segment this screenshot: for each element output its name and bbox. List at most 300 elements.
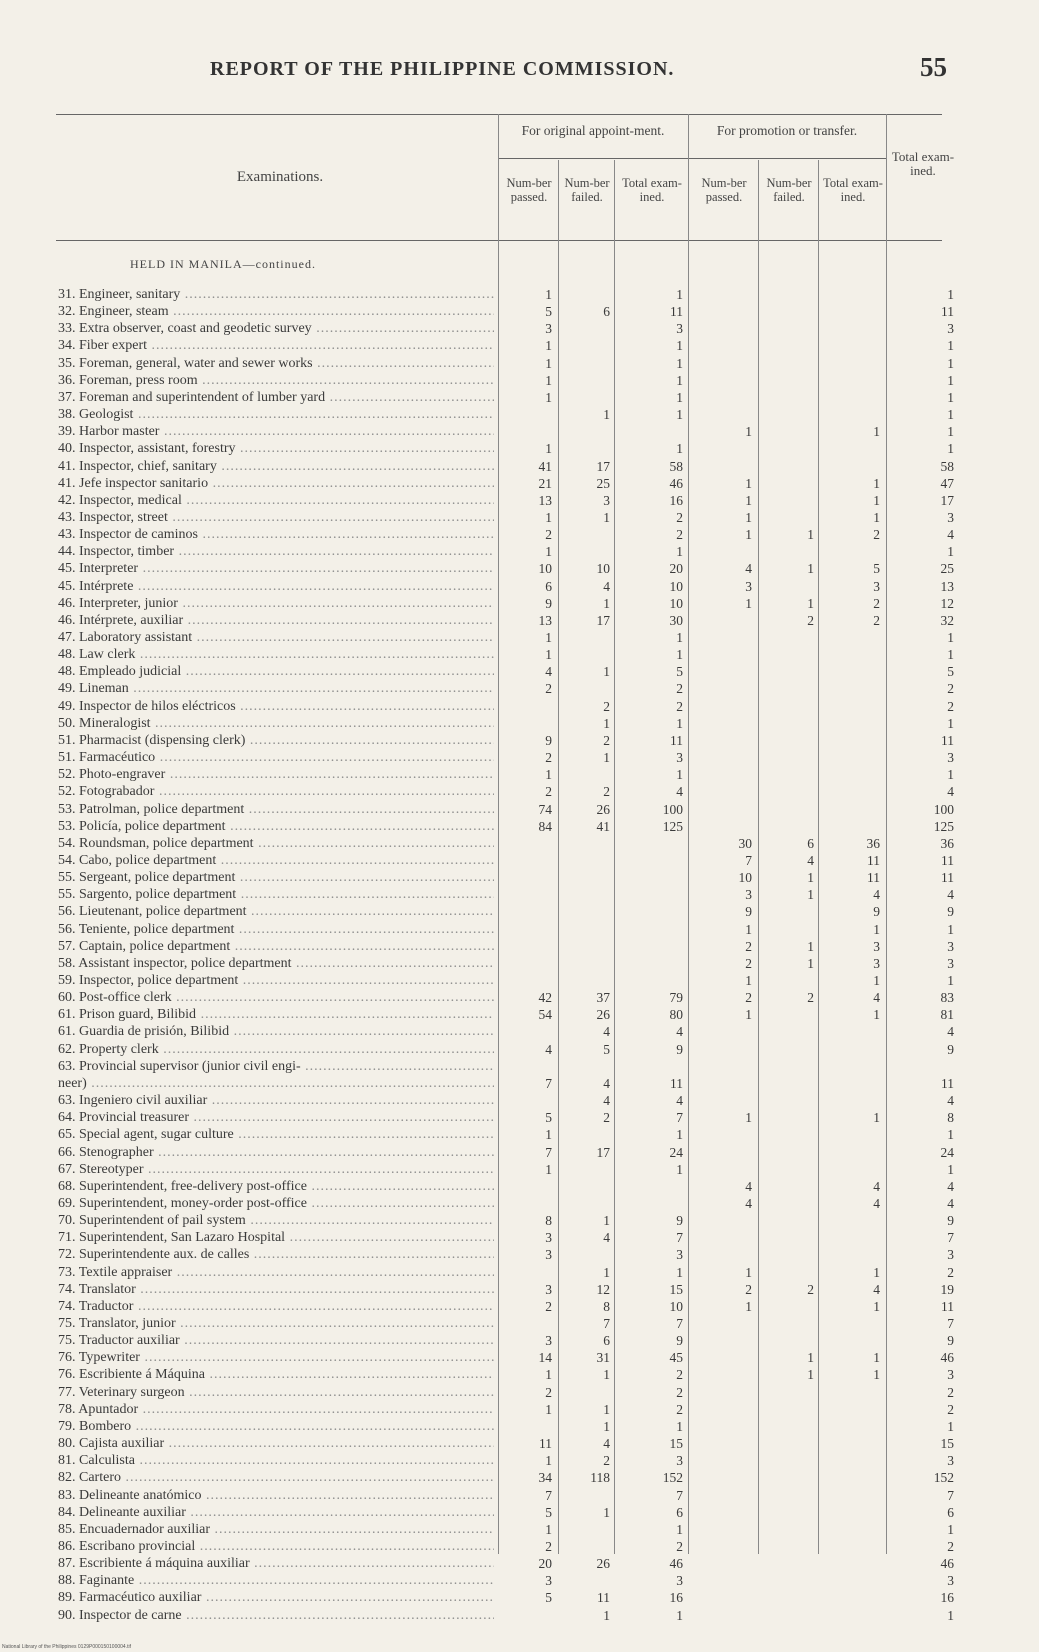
cell-tot: 3 xyxy=(947,509,954,525)
cell-ot: 2 xyxy=(676,698,683,714)
running-title: REPORT OF THE PHILIPPINE COMMISSION. xyxy=(210,58,675,80)
table-row xyxy=(0,595,1039,612)
cell-op: 84 xyxy=(538,818,552,834)
header-orig-passed: Num-ber passed. xyxy=(506,176,552,204)
table-row xyxy=(0,406,1039,423)
cell-of: 31 xyxy=(596,1350,610,1366)
cell-pt: 1 xyxy=(873,973,880,988)
table-row xyxy=(0,732,1039,749)
cell-pt: 3 xyxy=(873,938,880,954)
cell-of: 17 xyxy=(596,458,610,474)
cell-ot: 1 xyxy=(676,767,683,783)
cell-tot: 6 xyxy=(947,1504,954,1520)
cell-ot: 9 xyxy=(676,1041,683,1057)
table-row xyxy=(0,337,1039,354)
cell-of: 6 xyxy=(603,1333,610,1349)
cell-tot: 25 xyxy=(940,561,954,577)
cell-op: 2 xyxy=(545,784,552,800)
header-promotion-group: For promotion or transfer. xyxy=(716,123,858,138)
cell-pt: 3 xyxy=(873,578,880,594)
row-label: 58. Assistant inspector, police department ..... xyxy=(58,955,494,972)
cell-op: 4 xyxy=(545,664,552,680)
cell-of: 2 xyxy=(603,1453,610,1469)
table-row xyxy=(0,1264,1039,1281)
cell-tot: 4 xyxy=(947,887,954,903)
row-label: neer) ..... xyxy=(58,1075,494,1092)
cell-pt: 2 xyxy=(873,612,880,628)
cell-of: 1 xyxy=(603,1213,610,1229)
table-row xyxy=(0,1178,1039,1195)
row-label: 80. Cajista auxiliar ..... xyxy=(58,1435,494,1452)
cell-pp: 1 xyxy=(745,595,752,611)
table-row xyxy=(0,1195,1039,1212)
cell-of: 4 xyxy=(603,1436,610,1452)
cell-op: 1 xyxy=(545,1367,552,1383)
cell-pt: 4 xyxy=(873,1195,880,1211)
table-row xyxy=(0,921,1039,938)
header-grand-total: Total exam-ined. xyxy=(891,149,955,178)
table-row xyxy=(0,1144,1039,1161)
row-label: 75. Translator, junior ..... xyxy=(58,1315,494,1332)
cell-pt: 11 xyxy=(867,870,880,886)
row-label: 75. Traductor auxiliar ..... xyxy=(58,1332,494,1349)
cell-op: 54 xyxy=(538,1007,552,1023)
row-label: 73. Textile appraiser ..... xyxy=(58,1264,494,1281)
cell-ot: 3 xyxy=(676,1247,683,1263)
cell-ot: 152 xyxy=(662,1470,683,1486)
row-label: 69. Superintendent, money-order post-office ..... xyxy=(58,1195,494,1212)
cell-ot: 125 xyxy=(662,818,683,834)
cell-ot: 2 xyxy=(676,1538,683,1554)
table-row xyxy=(0,526,1039,543)
cell-op: 14 xyxy=(538,1350,552,1366)
table-row xyxy=(0,1366,1039,1383)
cell-op: 3 xyxy=(545,321,552,337)
cell-pp: 2 xyxy=(745,1281,752,1297)
row-label: 51. Pharmacist (dispensing clerk) ..... xyxy=(58,732,494,749)
table-row xyxy=(0,835,1039,852)
cell-tot: 4 xyxy=(947,1024,954,1040)
cell-op: 2 xyxy=(545,1538,552,1554)
row-label: 36. Foreman, press room ..... xyxy=(58,372,494,389)
row-label: 47. Laboratory assistant ..... xyxy=(58,629,494,646)
row-label: 45. Interpreter ..... xyxy=(58,560,494,577)
cell-of: 4 xyxy=(603,1024,610,1040)
cell-pf: 1 xyxy=(807,870,814,886)
cell-op: 7 xyxy=(545,1144,552,1160)
cell-of: 2 xyxy=(603,784,610,800)
row-label: 70. Superintendent of pail system ..... xyxy=(58,1212,494,1229)
row-label: 48. Empleado judicial ..... xyxy=(58,663,494,680)
row-label: 37. Foreman and superintendent of lumber yard ..... xyxy=(58,389,494,406)
cell-op: 4 xyxy=(545,1041,552,1057)
row-label: 55. Sergeant, police department ..... xyxy=(58,869,494,886)
cell-pp: 2 xyxy=(745,990,752,1006)
table-row xyxy=(0,1572,1039,1589)
table-row xyxy=(0,492,1039,509)
cell-of: 1 xyxy=(603,1264,610,1280)
cell-pt: 1 xyxy=(873,921,880,937)
table-row xyxy=(0,1092,1039,1109)
table-row xyxy=(0,766,1039,783)
table-row xyxy=(0,1538,1039,1555)
cell-ot: 45 xyxy=(669,1350,683,1366)
cell-pf: 1 xyxy=(807,887,814,903)
cell-tot: 1 xyxy=(947,1127,954,1143)
row-label: 35. Foreman, general, water and sewer works ..... xyxy=(58,355,494,372)
table-row xyxy=(0,1041,1039,1058)
row-label: 83. Delineante anatómico ..... xyxy=(58,1487,494,1504)
cell-op: 1 xyxy=(545,544,552,560)
cell-tot: 11 xyxy=(941,852,954,868)
cell-tot: 2 xyxy=(947,681,954,697)
row-label: 50. Mineralogist ..... xyxy=(58,715,494,732)
cell-ot: 46 xyxy=(669,1556,683,1572)
cell-of: 17 xyxy=(596,612,610,628)
cell-ot: 1 xyxy=(676,338,683,354)
cell-pf: 2 xyxy=(807,612,814,628)
row-label: 89. Farmacéutico auxiliar ..... xyxy=(58,1589,494,1606)
cell-ot: 11 xyxy=(670,1075,683,1091)
cell-pp: 1 xyxy=(745,492,752,508)
cell-pt: 3 xyxy=(873,955,880,971)
cell-tot: 11 xyxy=(941,1075,954,1091)
cell-of: 1 xyxy=(603,750,610,766)
cell-tot: 9 xyxy=(947,1213,954,1229)
cell-tot: 1 xyxy=(947,287,954,302)
cell-pp: 10 xyxy=(738,870,752,886)
cell-tot: 12 xyxy=(940,595,954,611)
cell-op: 1 xyxy=(545,1127,552,1143)
cell-tot: 4 xyxy=(947,1178,954,1194)
cell-op: 5 xyxy=(545,304,552,320)
cell-ot: 2 xyxy=(676,509,683,525)
table-row xyxy=(0,989,1039,1006)
row-label: 57. Captain, police department ..... xyxy=(58,938,494,955)
table-top-rule xyxy=(56,114,942,115)
cell-ot: 3 xyxy=(676,750,683,766)
cell-of: 1 xyxy=(603,509,610,525)
table-row xyxy=(0,715,1039,732)
cell-pp: 1 xyxy=(745,921,752,937)
cell-tot: 11 xyxy=(941,304,954,320)
cell-of: 17 xyxy=(596,1144,610,1160)
row-label: 65. Special agent, sugar culture ..... xyxy=(58,1126,494,1143)
cell-pt: 2 xyxy=(873,527,880,543)
cell-op: 1 xyxy=(545,441,552,457)
row-label: 31. Engineer, sanitary ..... xyxy=(58,286,494,303)
cell-ot: 1 xyxy=(676,1161,683,1177)
cell-pt: 4 xyxy=(873,1281,880,1297)
table-row xyxy=(0,1332,1039,1349)
cell-tot: 1 xyxy=(947,372,954,388)
cell-pt: 36 xyxy=(866,835,880,851)
table-row xyxy=(0,1555,1039,1572)
cell-ot: 1 xyxy=(676,1607,683,1623)
cell-op: 8 xyxy=(545,1213,552,1229)
table-row xyxy=(0,1109,1039,1126)
row-label: 41. Inspector, chief, sanitary ..... xyxy=(58,458,494,475)
cell-tot: 152 xyxy=(933,1470,954,1486)
cell-tot: 13 xyxy=(940,578,954,594)
row-label: 49. Lineman ..... xyxy=(58,680,494,697)
cell-ot: 15 xyxy=(669,1436,683,1452)
cell-ot: 9 xyxy=(676,1213,683,1229)
table-row xyxy=(0,1161,1039,1178)
cell-pp: 1 xyxy=(745,527,752,543)
cell-tot: 17 xyxy=(940,492,954,508)
cell-pt: 1 xyxy=(873,1007,880,1023)
row-label: 81. Calculista ..... xyxy=(58,1452,494,1469)
table-row xyxy=(0,560,1039,577)
cell-ot: 58 xyxy=(669,458,683,474)
cell-op: 1 xyxy=(545,509,552,525)
cell-ot: 9 xyxy=(676,1333,683,1349)
row-label: 74. Translator ..... xyxy=(58,1281,494,1298)
section-heading: HELD IN MANILA—continued. xyxy=(130,257,316,271)
cell-ot: 15 xyxy=(669,1281,683,1297)
cell-tot: 4 xyxy=(947,1093,954,1109)
cell-tot: 3 xyxy=(947,1247,954,1263)
cell-pf: 2 xyxy=(807,1281,814,1297)
cell-tot: 4 xyxy=(947,784,954,800)
cell-of: 2 xyxy=(603,732,610,748)
cell-tot: 46 xyxy=(940,1350,954,1366)
table-row xyxy=(0,1469,1039,1486)
cell-tot: 83 xyxy=(940,990,954,1006)
cell-op: 3 xyxy=(545,1281,552,1297)
table-row xyxy=(0,1058,1039,1075)
cell-ot: 46 xyxy=(669,475,683,491)
cell-op: 20 xyxy=(538,1556,552,1572)
cell-of: 1 xyxy=(603,1504,610,1520)
table-row xyxy=(0,1075,1039,1092)
cell-pt: 1 xyxy=(873,1367,880,1383)
row-label: 90. Inspector de carne ..... xyxy=(58,1607,494,1624)
cell-ot: 30 xyxy=(669,612,683,628)
cell-tot: 1 xyxy=(947,441,954,457)
cell-tot: 1 xyxy=(947,1418,954,1434)
cell-of: 26 xyxy=(596,1007,610,1023)
cell-of: 4 xyxy=(603,1230,610,1246)
row-label: 41. Jefe inspector sanitario ..... xyxy=(58,475,494,492)
row-label: 38. Geologist ..... xyxy=(58,406,494,423)
cell-tot: 9 xyxy=(947,1333,954,1349)
cell-tot: 1 xyxy=(947,544,954,560)
cell-op: 9 xyxy=(545,732,552,748)
cell-tot: 1 xyxy=(947,424,954,440)
cell-op: 1 xyxy=(545,647,552,663)
cell-of: 1 xyxy=(603,715,610,731)
table-row xyxy=(0,1607,1039,1624)
row-label: 76. Typewriter ..... xyxy=(58,1349,494,1366)
cell-op: 2 xyxy=(545,527,552,543)
cell-op: 1 xyxy=(545,1401,552,1417)
table-row xyxy=(0,389,1039,406)
cell-op: 9 xyxy=(545,595,552,611)
cell-tot: 2 xyxy=(947,1401,954,1417)
cell-pf: 1 xyxy=(807,1350,814,1366)
table-row xyxy=(0,663,1039,680)
cell-ot: 1 xyxy=(676,389,683,405)
cell-op: 13 xyxy=(538,492,552,508)
cell-tot: 3 xyxy=(947,955,954,971)
row-label: 45. Intérprete ..... xyxy=(58,578,494,595)
cell-of: 4 xyxy=(603,1093,610,1109)
cell-pp: 1 xyxy=(745,475,752,491)
cell-ot: 3 xyxy=(676,321,683,337)
cell-of: 4 xyxy=(603,578,610,594)
cell-tot: 46 xyxy=(940,1556,954,1572)
cell-op: 1 xyxy=(545,630,552,645)
row-label: 43. Inspector, street ..... xyxy=(58,509,494,526)
cell-of: 8 xyxy=(603,1298,610,1314)
cell-tot: 11 xyxy=(941,870,954,886)
row-label: 56. Teniente, police department ..... xyxy=(58,921,494,938)
table-row xyxy=(0,852,1039,869)
cell-of: 12 xyxy=(596,1281,610,1297)
cell-of: 1 xyxy=(603,407,610,423)
page-number: 55 xyxy=(920,52,947,82)
row-label: 43. Inspector de caminos ..... xyxy=(58,526,494,543)
table-row xyxy=(0,801,1039,818)
cell-op: 2 xyxy=(545,1384,552,1400)
row-label: 72. Superintendente aux. de calles ..... xyxy=(58,1246,494,1263)
cell-pt: 4 xyxy=(873,990,880,1006)
row-label: 52. Photo-engraver ..... xyxy=(58,766,494,783)
row-label: 76. Escribiente á Máquina ..... xyxy=(58,1366,494,1383)
cell-tot: 125 xyxy=(933,818,954,834)
table-row xyxy=(0,1589,1039,1606)
cell-op: 1 xyxy=(545,1453,552,1469)
cell-pf: 1 xyxy=(807,938,814,954)
cell-tot: 3 xyxy=(947,938,954,954)
row-label: 68. Superintendent, free-delivery post-office ..... xyxy=(58,1178,494,1195)
cell-tot: 100 xyxy=(933,801,954,817)
table-row xyxy=(0,320,1039,337)
cell-ot: 1 xyxy=(676,1418,683,1434)
group-underline-original xyxy=(498,158,688,159)
row-label: 42. Inspector, medical ..... xyxy=(58,492,494,509)
cell-of: 26 xyxy=(596,1556,610,1572)
cell-ot: 2 xyxy=(676,1401,683,1417)
row-label: 85. Encuadernador auxiliar ..... xyxy=(58,1521,494,1538)
cell-of: 1 xyxy=(603,664,610,680)
cell-pp: 1 xyxy=(745,424,752,440)
cell-pt: 1 xyxy=(873,509,880,525)
header-bottom-rule xyxy=(56,240,942,241)
cell-ot: 7 xyxy=(676,1316,683,1331)
cell-ot: 4 xyxy=(676,784,683,800)
cell-pt: 11 xyxy=(867,852,880,868)
cell-ot: 2 xyxy=(676,527,683,543)
cell-tot: 1 xyxy=(947,389,954,405)
cell-tot: 4 xyxy=(947,527,954,543)
table-row xyxy=(0,1298,1039,1315)
row-label: 53. Policía, police department ..... xyxy=(58,818,494,835)
row-label: 62. Property clerk ..... xyxy=(58,1041,494,1058)
cell-pt: 4 xyxy=(873,1178,880,1194)
cell-of: 1 xyxy=(603,1607,610,1623)
cell-pf: 1 xyxy=(807,955,814,971)
row-label: 55. Sargento, police department ..... xyxy=(58,886,494,903)
row-label: 63. Ingeniero civil auxiliar ..... xyxy=(58,1092,494,1109)
cell-tot: 11 xyxy=(941,732,954,748)
header-original-group: For original appoint-ment. xyxy=(521,123,665,138)
cell-pt: 1 xyxy=(873,1350,880,1366)
cell-pp: 2 xyxy=(745,938,752,954)
table-row xyxy=(0,886,1039,903)
cell-pp: 3 xyxy=(745,578,752,594)
cell-tot: 1 xyxy=(947,338,954,354)
cell-tot: 1 xyxy=(947,1161,954,1177)
cell-of: 1 xyxy=(603,1418,610,1434)
row-label: 61. Guardia de prisión, Bilibid ..... xyxy=(58,1023,494,1040)
row-label: 33. Extra observer, coast and geodetic survey ..... xyxy=(58,320,494,337)
cell-tot: 1 xyxy=(947,1607,954,1623)
cell-pf: 1 xyxy=(807,595,814,611)
cell-ot: 10 xyxy=(669,1298,683,1314)
row-label: 40. Inspector, assistant, forestry ..... xyxy=(58,440,494,457)
cell-ot: 100 xyxy=(662,801,683,817)
table-row xyxy=(0,629,1039,646)
cell-ot: 7 xyxy=(676,1230,683,1246)
table-row xyxy=(0,698,1039,715)
cell-tot: 19 xyxy=(940,1281,954,1297)
cell-of: 26 xyxy=(596,801,610,817)
cell-op: 1 xyxy=(545,338,552,354)
row-label: 56. Lieutenant, police department ..... xyxy=(58,903,494,920)
cell-pt: 4 xyxy=(873,887,880,903)
cell-op: 1 xyxy=(545,372,552,388)
cell-pp: 1 xyxy=(745,1298,752,1314)
cell-ot: 16 xyxy=(669,492,683,508)
cell-tot: 36 xyxy=(940,835,954,851)
cell-op: 5 xyxy=(545,1504,552,1520)
cell-op: 5 xyxy=(545,1590,552,1606)
cell-pp: 3 xyxy=(745,887,752,903)
row-label: 71. Superintendent, San Lazaro Hospital ..... xyxy=(58,1229,494,1246)
table-row xyxy=(0,509,1039,526)
cell-tot: 9 xyxy=(947,904,954,920)
cell-op: 3 xyxy=(545,1333,552,1349)
row-label: 79. Bombero ..... xyxy=(58,1418,494,1435)
cell-pp: 1 xyxy=(745,509,752,525)
cell-op: 6 xyxy=(545,578,552,594)
cell-pp: 7 xyxy=(745,852,752,868)
cell-tot: 81 xyxy=(940,1007,954,1023)
cell-pf: 1 xyxy=(807,527,814,543)
table-row xyxy=(0,1504,1039,1521)
cell-ot: 1 xyxy=(676,715,683,731)
cell-tot: 3 xyxy=(947,1367,954,1383)
cell-op: 3 xyxy=(545,1230,552,1246)
cell-of: 41 xyxy=(596,818,610,834)
row-label: 32. Engineer, steam ..... xyxy=(58,303,494,320)
row-label: 67. Stereotyper ..... xyxy=(58,1161,494,1178)
cell-of: 10 xyxy=(596,561,610,577)
table-row xyxy=(0,1229,1039,1246)
cell-op: 10 xyxy=(538,561,552,577)
cell-ot: 1 xyxy=(676,647,683,663)
cell-ot: 1 xyxy=(676,355,683,371)
cell-of: 1 xyxy=(603,1401,610,1417)
table-row xyxy=(0,458,1039,475)
cell-tot: 3 xyxy=(947,1573,954,1589)
cell-op: 13 xyxy=(538,612,552,628)
table-row xyxy=(0,612,1039,629)
cell-tot: 11 xyxy=(941,1298,954,1314)
